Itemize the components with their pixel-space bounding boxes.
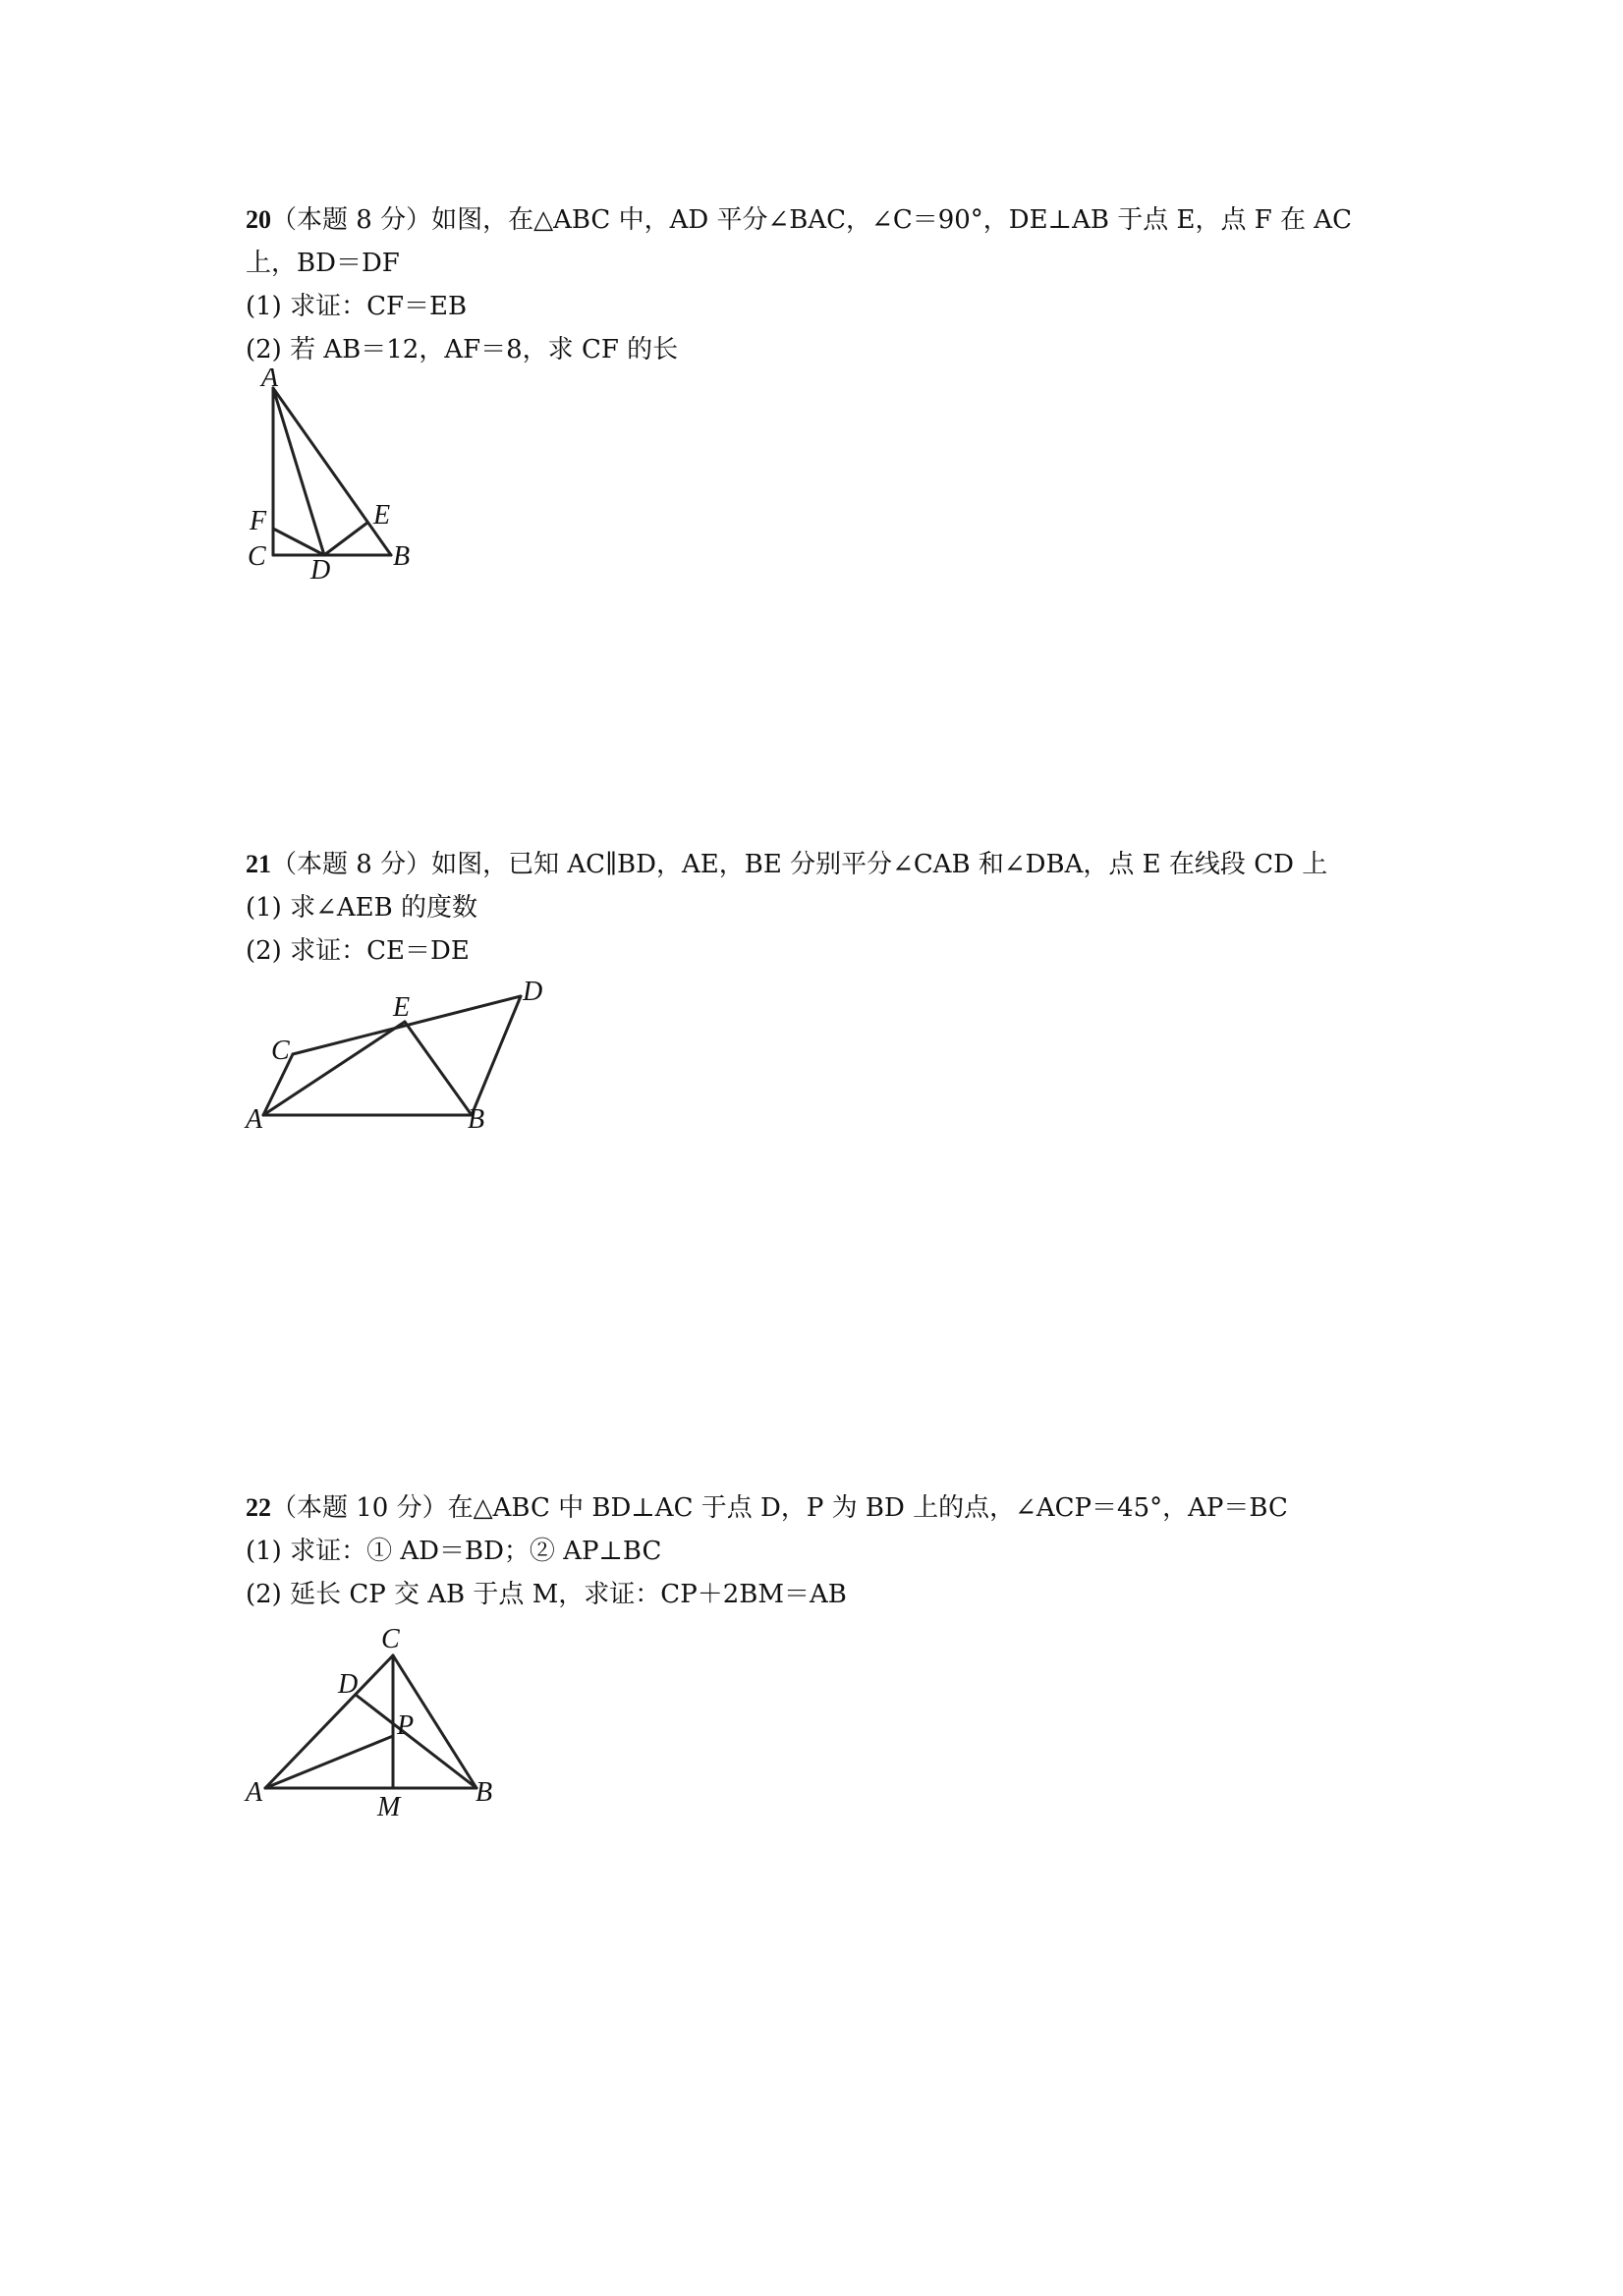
problem-21-part-1: (1) 求∠AEB 的度数 [246,893,478,923]
label-c: C [248,541,266,572]
segment-ac [265,1655,393,1788]
problem-20-part-2: (2) 若 AB＝12，AF＝8，求 CF 的长 [246,335,679,364]
label-a: A [261,368,279,393]
problem-22-part-1: (1) 求证：① AD＝BD；② AP⊥BC [246,1537,662,1566]
problem-21 [246,843,1405,973]
problem-20-number: 20 [246,205,271,234]
triangle-abc-altitude-diagram [236,1616,531,1822]
label-p: P [397,1710,415,1741]
problem-22-statement: （本题 10 分）在△ABC 中 BD⊥AC 于点 D，P 为 BD 上的点，∠ACP＝45°，AP＝BC [271,1493,1288,1523]
problem-21-line-1 [246,843,1405,886]
label-b: B [476,1777,493,1808]
problem-20-statement: （本题 8 分）如图，在△ABC 中，AD 平分∠BAC，∠C＝90°，DE⊥AB 于点 E，点 F 在 AC [271,205,1352,235]
problem-20-line-2: 上，BD＝DF [246,249,400,278]
segment-db [472,996,521,1115]
label-f: F [250,506,267,536]
quadrilateral-acdb-diagram [236,973,560,1140]
problem-21-statement: （本题 8 分）如图，已知 AC∥BD，AE，BE 分别平分∠CAB 和∠DBA，点 E 在线段 CD 上 [271,850,1328,879]
problem-20-line-1 [246,198,1405,242]
label-b: B [468,1104,485,1135]
label-b: B [393,541,411,572]
label-e: E [373,500,391,531]
label-c: C [271,1036,290,1066]
problem-22-number: 22 [246,1493,271,1522]
problem-22-figure [236,1616,531,1826]
label-d: D [338,1669,359,1700]
label-e: E [393,992,411,1023]
problem-20-part-1: (1) 求证：CF＝EB [246,292,468,321]
problem-22-part-2: (2) 延长 CP 交 AB 于点 M，求证：CP＋2BM＝AB [246,1580,847,1609]
segment-be [405,1022,472,1115]
triangle-abc-diagram [236,368,432,594]
segment-de [324,523,367,555]
segment-ad [273,388,324,555]
problem-20-figure [236,368,432,598]
segment-bd [356,1695,476,1788]
segment-ap [265,1736,393,1788]
problem-21-figure [236,973,560,1144]
problem-22 [246,1486,1405,1616]
label-a: A [246,1777,263,1808]
label-a: A [246,1104,263,1135]
label-m: M [377,1792,401,1822]
problem-20 [246,198,1405,371]
problem-22-line-1 [246,1486,1405,1530]
label-c: C [381,1624,400,1654]
label-d: D [523,977,543,1007]
problem-21-part-2: (2) 求证：CE＝DE [246,936,470,966]
problem-21-number: 21 [246,850,271,878]
label-d: D [310,555,331,586]
